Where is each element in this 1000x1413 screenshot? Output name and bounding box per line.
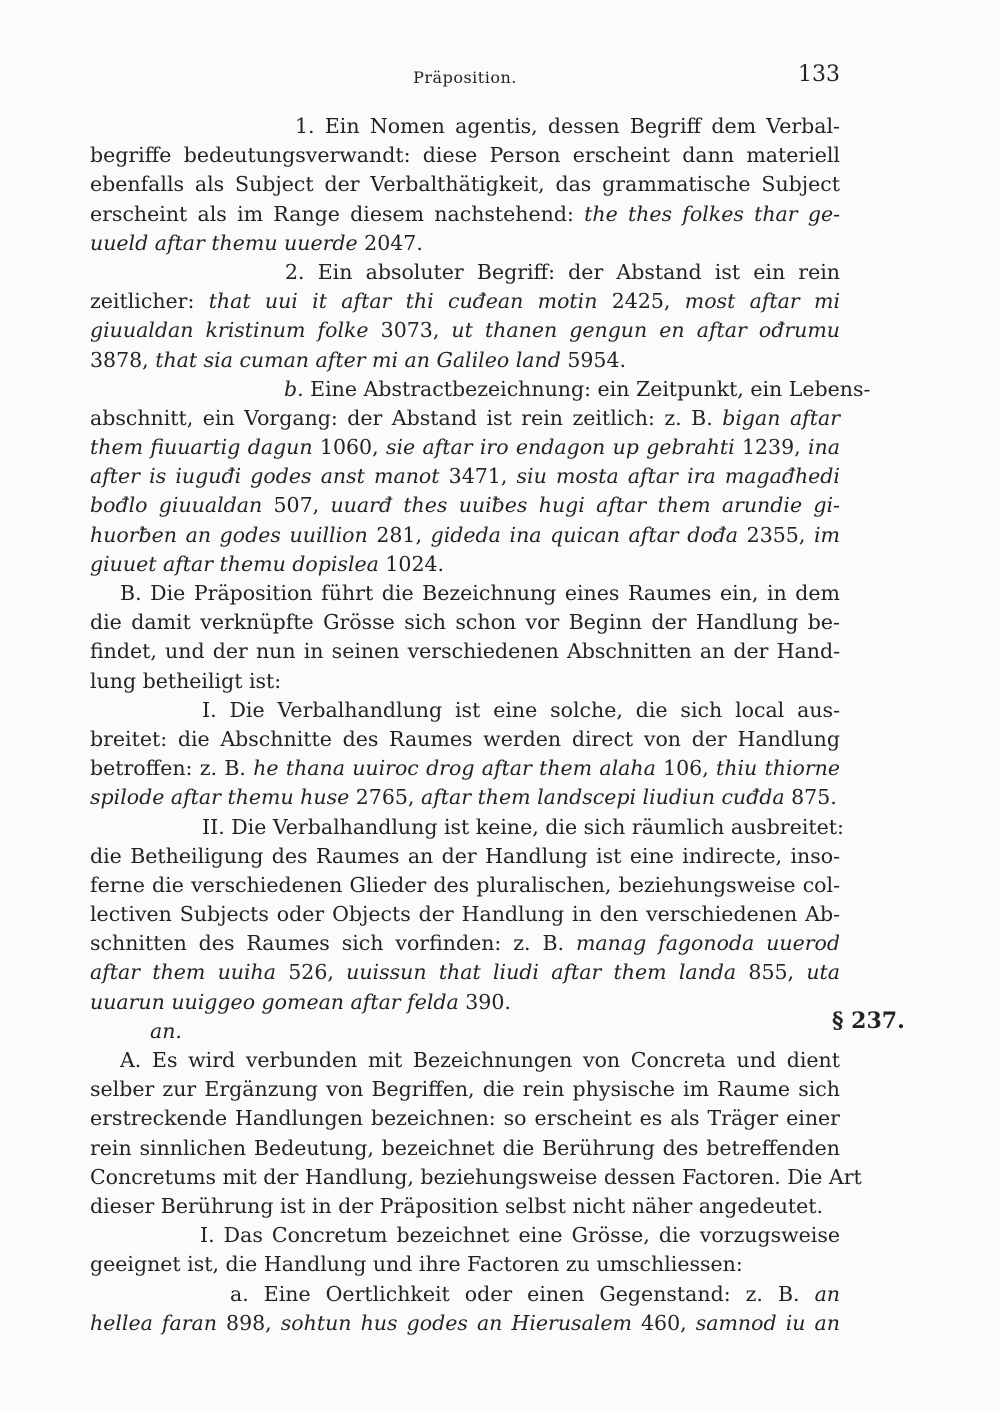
italic-quote: aftar them uuiha	[90, 960, 276, 985]
italic-quote: huorƀen an godes uuillion	[90, 522, 368, 547]
italic-quote: uta	[806, 960, 840, 985]
text-line	[90, 170, 840, 199]
text-segment: lung betheiligt ist:	[90, 668, 282, 693]
text-line	[90, 1046, 840, 1075]
text-line	[90, 1134, 840, 1163]
text-segment: 1060,	[312, 435, 386, 460]
italic-quote: manag fagonoda uuerod	[575, 931, 840, 956]
text-segment: betroffen: z. B.	[90, 756, 254, 781]
italic-quote: bigan aftar	[722, 405, 841, 430]
page-number: 133	[798, 62, 840, 87]
text-line	[90, 988, 840, 1017]
italic-quote: an.	[150, 1018, 182, 1043]
text-segment: 460,	[631, 1310, 696, 1335]
text-segment: 507,	[262, 493, 331, 518]
italic-quote: giuuet aftar themu dopislea	[90, 551, 379, 576]
italic-quote: that sia cuman after mi an Galileo land	[155, 347, 561, 372]
text-line	[90, 1017, 840, 1046]
italic-quote: hellea faran	[90, 1310, 217, 1335]
italic-quote: bođlo giuualdan	[90, 493, 263, 518]
text-line	[90, 1192, 840, 1221]
text-segment: 1. Ein Nomen agentis, dessen Begriff dem Verbal-	[295, 114, 840, 138]
italic-quote: im	[813, 522, 840, 547]
italic-quote: gideda ina quican aftar dođa	[430, 522, 739, 547]
italic-quote: them fiuuartig dagun	[90, 435, 313, 460]
italic-quote: ut thanen gengun en aftar ođrumu	[451, 318, 840, 343]
italic-quote: samnod iu an	[695, 1310, 840, 1335]
italic-quote: uuarun uuiggeo gomean aftar felda	[90, 989, 459, 1014]
text-segment: 5954.	[560, 347, 627, 372]
text-segment: A. Es wird verbunden mit Bezeichnungen von Concreta und dient	[120, 1048, 840, 1072]
italic-quote: siu mosta aftar ira magađhedi	[516, 464, 840, 489]
text-segment: 2425,	[597, 289, 685, 314]
text-line	[90, 550, 840, 579]
text-line	[90, 754, 840, 783]
text-segment: die Betheiligung des Raumes an der Handlung ist eine indirecte, inso-	[90, 843, 840, 868]
text-line	[90, 1250, 840, 1279]
text-segment: 390.	[458, 989, 511, 1014]
italic-quote: the thes folkes thar ge-	[584, 201, 840, 226]
text-line	[90, 1104, 840, 1133]
text-segment: findet, und der nun in seinen verschiedenen Abschnitten an der Hand-	[90, 639, 840, 664]
text-segment: ebenfalls als Subject der Verbalthätigkeit, das grammatische Subject	[90, 172, 840, 197]
text-segment: 898,	[216, 1310, 281, 1335]
text-line	[90, 229, 840, 258]
text-segment: 2355,	[738, 522, 814, 547]
italic-quote: an	[814, 1281, 840, 1306]
running-title: Präposition.	[413, 68, 517, 87]
text-line	[90, 375, 871, 404]
text-line	[90, 1221, 840, 1250]
text-line	[90, 871, 840, 900]
text-line	[90, 491, 840, 520]
italic-quote: sie aftar iro endagon up gebrahti	[385, 435, 735, 460]
text-segment: zeitlicher:	[90, 289, 209, 314]
text-line	[90, 141, 840, 170]
text-line	[90, 521, 840, 550]
text-segment: II. Die Verbalhandlung ist keine, die sich räumlich ausbreitet:	[202, 814, 844, 839]
italic-quote: after is iuguđi godes anst manot	[90, 464, 440, 489]
text-segment: I. Die Verbalhandlung ist eine solche, die sich local aus-	[202, 697, 840, 722]
italic-quote: giuualdan kristinum folke	[90, 318, 369, 343]
text-segment: 2047.	[357, 230, 423, 255]
italic-quote: aftar them landscepi liudiun cuđda	[420, 785, 785, 810]
text-line	[90, 1163, 862, 1192]
text-segment: 1024.	[378, 551, 445, 576]
text-line	[90, 200, 840, 229]
text-segment: begriffe bedeutungsverwandt: diese Person erscheint dann materiell	[90, 143, 840, 168]
text-line	[90, 346, 840, 375]
text-line	[90, 813, 844, 842]
text-segment: 3471,	[439, 464, 517, 489]
text-segment: B. Die Präposition führt die Bezeichnung eines Raumes ein, in dem	[120, 581, 840, 605]
text-segment: 2. Ein absoluter Begriff: der Abstand ist ein rein	[285, 259, 840, 284]
italic-quote: uuissun that liudi aftar them landa	[346, 960, 737, 985]
text-line	[90, 696, 840, 725]
text-line	[90, 1075, 840, 1104]
text-segment: 106,	[655, 756, 717, 781]
text-line	[90, 1280, 840, 1309]
text-line	[90, 1309, 840, 1338]
text-segment: I. Das Concretum bezeichnet eine Grösse, die vorzugsweise	[200, 1223, 840, 1248]
text-segment: schnitten des Raumes sich vorfinden: z. B.	[90, 931, 576, 956]
text-line	[90, 316, 840, 345]
text-line	[90, 608, 840, 637]
text-line	[90, 783, 840, 812]
text-segment: erscheint als im Range diesem nachstehend:	[90, 201, 585, 226]
italic-quote: b.	[284, 376, 311, 401]
text-segment: die damit verknüpfte Grösse sich schon vor Beginn der Handlung be-	[90, 610, 840, 635]
italic-quote: he thana uuiroc drog aftar them alaha	[253, 756, 656, 781]
text-segment: dieser Berührung ist in der Präposition selbst nicht näher angedeutet.	[90, 1193, 824, 1218]
text-segment: 3073,	[368, 318, 452, 343]
text-line	[90, 404, 840, 433]
text-line	[90, 929, 840, 958]
text-segment: ferne die verschiedenen Glieder des pluralischen, beziehungsweise col-	[90, 872, 840, 897]
text-segment: 1239,	[734, 435, 808, 460]
text-segment: 281,	[367, 522, 431, 547]
italic-quote: spilode aftar themu huse	[90, 785, 350, 810]
italic-quote: thiu thiorne	[716, 756, 840, 781]
text-segment: rein sinnlichen Bedeutung, bezeichnet die Berührung des betreffenden	[90, 1135, 840, 1160]
text-line	[90, 667, 840, 696]
text-segment: 875.	[784, 785, 837, 810]
italic-quote: uueld aftar themu uuerde	[90, 230, 358, 255]
italic-quote: uuarđ thes uuiƀes hugi aftar them arundie gi-	[330, 493, 840, 518]
text-segment: selber zur Ergänzung von Begriffen, die rein physische im Raume sich	[90, 1077, 840, 1102]
text-line	[90, 900, 840, 929]
text-segment: breitet: die Abschnitte des Raumes werden direct von der Handlung	[90, 726, 840, 751]
text-segment: a. Eine Oertlichkeit oder einen Gegenstand: z. B.	[230, 1281, 815, 1306]
page-header	[90, 62, 840, 92]
text-segment: 526,	[275, 960, 347, 985]
text-line	[90, 579, 840, 608]
text-line	[90, 462, 840, 491]
text-segment: 2765,	[349, 785, 421, 810]
text-line	[90, 433, 840, 462]
italic-quote: ina	[808, 435, 840, 460]
text-segment: geeignet ist, die Handlung und ihre Factoren zu umschliessen:	[90, 1252, 743, 1277]
text-segment: erstreckende Handlungen bezeichnen: so erscheint es als Träger einer	[90, 1106, 840, 1131]
italic-quote: most aftar mi	[684, 289, 840, 314]
text-line	[90, 958, 840, 987]
text-line	[90, 637, 840, 666]
text-segment: abschnitt, ein Vorgang: der Abstand ist rein zeitlich: z. B.	[90, 405, 723, 430]
text-segment: Eine Abstractbezeichnung: ein Zeitpunkt, ein Lebens-	[310, 376, 871, 401]
italic-quote: sohtun hus godes an Hierusalem	[280, 1310, 632, 1335]
text-segment: 855,	[736, 960, 807, 985]
text-line	[90, 842, 840, 871]
text-segment: Concretums mit der Handlung, beziehungsweise dessen Factoren. Die Art	[90, 1164, 862, 1189]
text-line	[90, 725, 840, 754]
text-line	[90, 258, 840, 287]
section-mark: § 237.	[832, 1008, 905, 1034]
text-line	[90, 112, 840, 141]
text-segment: 3878,	[90, 347, 156, 372]
text-segment: lectiven Subjects oder Objects der Handlung in den verschiedenen Ab-	[90, 902, 840, 927]
text-line	[90, 287, 840, 316]
italic-quote: that uui it aftar thi cuđean motin	[208, 289, 598, 314]
